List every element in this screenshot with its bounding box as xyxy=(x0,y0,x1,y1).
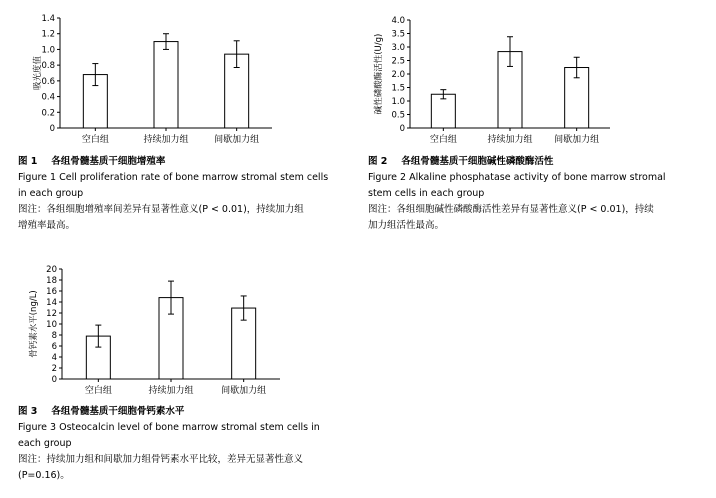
y-tick-label: 2.5 xyxy=(391,56,405,67)
y-tick-label: 16 xyxy=(46,287,57,297)
figure-3-note-2: (P=0.16)。 xyxy=(18,470,70,481)
y-tick-label: 4 xyxy=(51,353,57,363)
chart-2 xyxy=(355,0,685,150)
figure-2-caption-en-1: Figure 2 Alkaline phosphatase activity of bone marrow stromal xyxy=(368,172,666,183)
x-tick-label: 持续加力组 xyxy=(487,135,533,145)
bar xyxy=(154,42,178,128)
figure-3-caption-en-1: Figure 3 Osteocalcin level of bone marrow stromal stem cells in xyxy=(18,422,320,433)
y-tick-label: 10 xyxy=(46,320,57,330)
figure-2-note-1: 图注：各组细胞碱性磷酸酶活性差异有显著性意义(P < 0.01)，持续 xyxy=(368,204,654,215)
x-tick-label: 间歇加力组 xyxy=(221,386,267,396)
y-tick-label: 0 xyxy=(399,124,405,134)
figure-3-number: 图 3 xyxy=(18,406,38,417)
figure-1-note-1: 图注：各组细胞增殖率间差异有显著性意义(P < 0.01)，持续加力组 xyxy=(18,204,304,215)
x-tick-label: 空白组 xyxy=(81,135,109,145)
y-tick-label: 0 xyxy=(51,375,57,385)
figure-1-caption xyxy=(18,154,348,234)
y-tick-label: 0.2 xyxy=(41,108,55,119)
x-tick-label: 间歇加力组 xyxy=(554,135,600,145)
figure-1-caption-en-1: Figure 1 Cell proliferation rate of bone marrow stromal stem cells xyxy=(18,172,329,183)
figure-2-note-2: 加力组活性最高。 xyxy=(368,220,445,231)
figure-1-title-cn: 各组骨髓基质干细胞增殖率 xyxy=(51,156,166,167)
figure-3-caption-en-2: each group xyxy=(18,438,72,449)
figure-3-title-cn: 各组骨髓基质干细胞骨钙素水平 xyxy=(51,406,185,417)
y-tick-label: 4.0 xyxy=(391,16,405,26)
figure-2-title xyxy=(368,154,708,170)
chart-1-svg xyxy=(0,0,300,150)
y-axis-label: 吸光度值 xyxy=(33,55,43,91)
y-tick-label: 14 xyxy=(46,298,57,308)
y-tick-label: 0.5 xyxy=(391,110,405,121)
x-tick-label: 持续加力组 xyxy=(148,386,194,396)
y-tick-label: 1.5 xyxy=(391,83,405,94)
x-tick-label: 空白组 xyxy=(429,135,457,145)
y-tick-label: 3.5 xyxy=(391,29,405,40)
chart-3 xyxy=(0,255,300,405)
y-tick-label: 1.0 xyxy=(391,97,405,107)
figure-2-caption xyxy=(368,154,708,234)
y-tick-label: 18 xyxy=(46,276,57,286)
y-tick-label: 0 xyxy=(49,124,55,134)
figure-3-caption xyxy=(18,404,358,484)
y-tick-label: 1.2 xyxy=(41,29,55,40)
y-tick-label: 6 xyxy=(51,342,57,352)
y-tick-label: 20 xyxy=(46,265,57,275)
y-tick-label: 8 xyxy=(51,331,57,341)
figure-2-title-cn: 各组骨髓基质干细胞碱性磷酸酶活性 xyxy=(401,156,554,167)
y-axis-label: 骨钙素水平(ng/L) xyxy=(29,290,39,358)
figure-1-number: 图 1 xyxy=(18,156,38,167)
x-tick-label: 空白组 xyxy=(84,386,112,396)
y-tick-label: 0.8 xyxy=(41,61,55,72)
figure-3-title xyxy=(18,404,358,420)
y-tick-label: 1.4 xyxy=(41,14,55,24)
y-axis-label: 碱性磷酸酶活性(U/g) xyxy=(374,33,384,115)
figure-1-caption-en-2: in each group xyxy=(18,188,84,199)
figure-2-number: 图 2 xyxy=(368,156,388,167)
figure-1-note-2: 增殖率最高。 xyxy=(18,220,76,231)
y-tick-label: 2 xyxy=(51,364,57,374)
y-tick-label: 3.0 xyxy=(391,43,405,53)
x-tick-label: 间歇加力组 xyxy=(214,135,260,145)
figure-3-note-1: 图注：持续加力组和间歇加力组骨钙素水平比较，差异无显著性意义 xyxy=(18,454,304,465)
y-tick-label: 1.0 xyxy=(41,45,55,56)
x-tick-label: 持续加力组 xyxy=(143,135,189,145)
y-tick-label: 2.0 xyxy=(391,70,405,80)
y-tick-label: 0.6 xyxy=(41,76,55,87)
chart-3-svg xyxy=(0,255,300,405)
y-tick-label: 0.4 xyxy=(41,92,55,103)
y-tick-label: 12 xyxy=(46,309,57,319)
chart-1 xyxy=(0,0,300,150)
figure-2-caption-en-2: stem cells in each group xyxy=(368,188,485,199)
figure-1-title xyxy=(18,154,348,170)
chart-2-svg xyxy=(355,0,685,150)
